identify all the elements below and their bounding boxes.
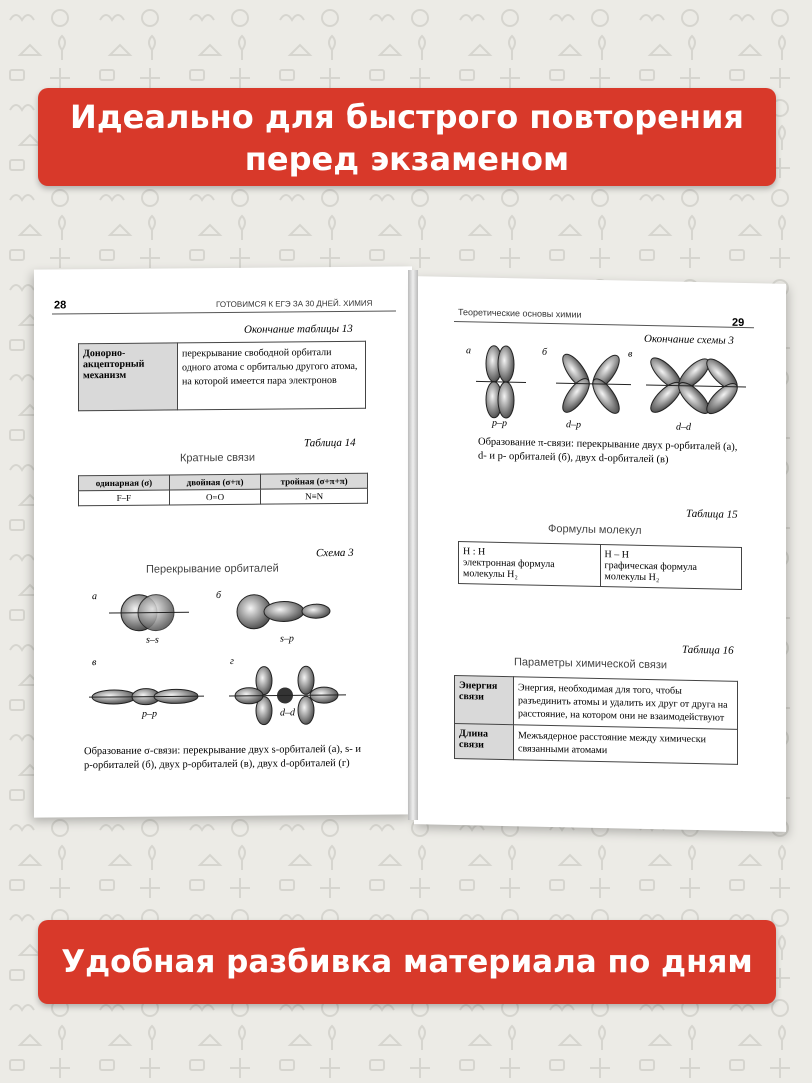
table16	[454, 675, 738, 765]
table13	[78, 341, 366, 412]
bottom-banner: Удобная разбивка материала по дням	[38, 920, 776, 1004]
d-p-pi-overlap	[556, 350, 631, 418]
table14-value-double: O=O	[169, 489, 260, 505]
table16-row	[455, 675, 738, 729]
table15-title: Формулы молекул	[548, 522, 642, 537]
table15	[458, 541, 742, 590]
orbital-overlap-sigma-diagrams	[84, 585, 374, 748]
table16-desc: Межъядерное расстояние между химически связанными атомами	[514, 725, 738, 765]
table16-term: Длина связи	[455, 723, 514, 759]
table14-value-single: F–F	[79, 490, 170, 506]
table14-title: Кратные связи	[180, 451, 255, 465]
graphic-formula: H – H	[604, 549, 629, 561]
left-page-number: 28	[54, 299, 67, 312]
right-letter-b: б	[542, 346, 548, 358]
s-p-overlap	[237, 594, 330, 629]
table15-caption: Таблица 15	[686, 507, 738, 521]
table15-right-cell	[600, 545, 742, 590]
header-rule-right	[454, 321, 754, 328]
table16-term: Энергия связи	[455, 675, 514, 724]
left-page	[34, 266, 412, 817]
label-s-s: s–s	[146, 634, 159, 646]
right-page-number: 29	[732, 316, 745, 330]
table16-caption: Таблица 16	[682, 643, 734, 657]
table16-row	[455, 723, 738, 764]
scheme-continuation-caption: Окончание схемы 3	[644, 332, 734, 347]
right-letter-a: а	[466, 345, 471, 357]
sigma-bond-caption: Образование σ-связи: перекрывание двух s-орбиталей (а), s- и p-орбиталей (б), двух p-орбиталей (в), двух d-орбиталей (г)	[84, 743, 362, 772]
right-page	[414, 276, 786, 832]
table16-title: Параметры химической связи	[514, 656, 668, 672]
table13-desc: перекрывание свободной орбитали одного атома с орбиталью другого атома, на которой имеется пара электронов	[178, 341, 366, 410]
table14	[78, 473, 368, 507]
table13-caption: Окончание таблицы 13	[244, 322, 353, 336]
p-p-overlap	[89, 688, 204, 705]
label-d-d: d–d	[280, 707, 295, 719]
table14-value-triple: N≡N	[261, 488, 368, 504]
table14-caption: Таблица 14	[304, 436, 356, 450]
left-letter-b: б	[216, 590, 222, 602]
table14-header-triple: тройная (σ+π+π)	[261, 473, 368, 489]
label-s-p: s–p	[280, 633, 294, 645]
label-d-d-pi: d–d	[676, 421, 691, 433]
top-banner-line1: Идеально для быстрого повторения	[70, 98, 744, 136]
book-spine	[408, 270, 418, 820]
s-s-overlap	[109, 594, 189, 631]
electronic-formula-desc: электронная формула молекулы H₂	[463, 557, 555, 581]
table16-desc: Энергия, необходимая для того, чтобы разъединить атомы и удалить их друг от друга на расстояние, на котором они не взаимодействуют	[514, 677, 738, 730]
right-letter-v: в	[628, 348, 633, 360]
table15-left-cell	[459, 542, 601, 587]
label-p-p: p–p	[142, 708, 157, 720]
orbital-overlap-pi-diagrams	[466, 343, 756, 429]
left-letter-g: г	[230, 655, 234, 667]
d-d-pi-overlap	[646, 353, 746, 419]
left-running-head: ГОТОВИМСЯ К ЕГЭ ЗА 30 ДНЕЙ. ХИМИЯ	[216, 298, 373, 310]
table14-header-double: двойная (σ+π)	[169, 474, 260, 490]
top-banner-line2: перед экзаменом	[244, 140, 570, 178]
scheme3-title: Перекрывание орбиталей	[146, 562, 279, 576]
graphic-formula-desc: графическая формула молекулы H₂	[604, 560, 697, 584]
electronic-formula: H : H	[463, 546, 486, 558]
table13-term: Донорно-акцепторный механизм	[79, 343, 178, 411]
pi-bond-caption: Образование π-связи: перекрывание двух p-орбиталей (а), d- и p- орбиталей (б), двух d-орбиталей (в)	[478, 436, 738, 466]
header-rule	[52, 310, 396, 314]
p-p-pi-overlap	[476, 345, 526, 418]
label-p-p-pi: p–p	[492, 417, 507, 430]
right-running-head: Теоретические основы химии	[458, 307, 582, 320]
scheme3-caption: Схема 3	[316, 546, 354, 560]
label-d-p-pi: d–p	[566, 419, 581, 431]
left-letter-a: а	[92, 591, 97, 603]
table14-header-single: одинарная (σ)	[79, 475, 170, 491]
left-letter-v: в	[92, 657, 97, 669]
